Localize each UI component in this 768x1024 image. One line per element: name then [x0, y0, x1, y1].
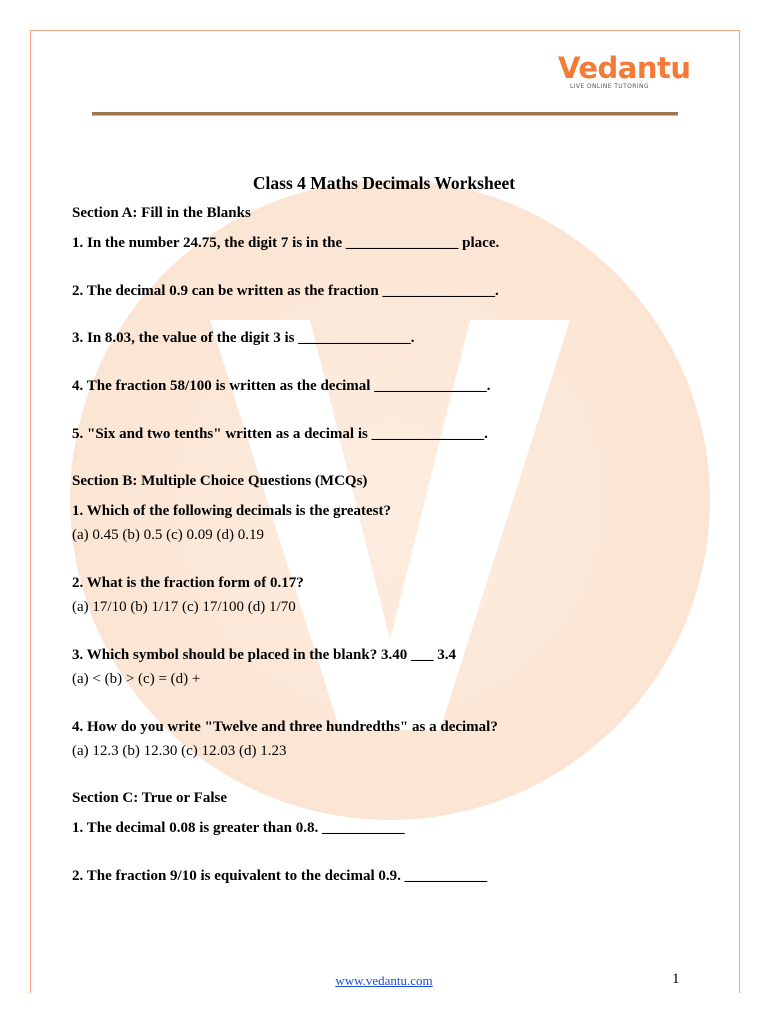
section-c-heading: Section C: True or False: [72, 790, 227, 806]
true-false-question: 2. The fraction 9/10 is equivalent to the decimal 0.9. ___________: [72, 868, 488, 884]
fill-blank-question: 3. In 8.03, the value of the digit 3 is _______________.: [72, 330, 415, 346]
section-a-heading: Section A: Fill in the Blanks: [72, 205, 251, 221]
logo-tagline: LIVE ONLINE TUTORING: [570, 83, 649, 90]
vedantu-logo[interactable]: [558, 51, 691, 96]
header-divider: [92, 112, 678, 116]
section-b-heading: Section B: Multiple Choice Questions (MCQs): [72, 473, 368, 489]
mcq-options: (a) 17/10 (b) 1/17 (c) 17/100 (d) 1/70: [72, 599, 296, 615]
mcq-options: (a) 12.3 (b) 12.30 (c) 12.03 (d) 1.23: [72, 743, 287, 759]
mcq-options: (a) < (b) > (c) = (d) +: [72, 671, 201, 687]
mcq-question: 3. Which symbol should be placed in the blank? 3.40 ___ 3.4: [72, 647, 456, 663]
mcq-options: (a) 0.45 (b) 0.5 (c) 0.09 (d) 0.19: [72, 527, 265, 543]
fill-blank-question: 5. "Six and two tenths" written as a decimal is _______________.: [72, 426, 488, 442]
footer-website-link[interactable]: www.vedantu.com: [335, 973, 433, 988]
worksheet-title: Class 4 Maths Decimals Worksheet: [252, 173, 516, 193]
fill-blank-question: 1. In the number 24.75, the digit 7 is in the _______________ place.: [72, 235, 500, 251]
page-number: 1: [672, 971, 680, 987]
logo-wordmark: Vedantu: [558, 51, 691, 85]
mcq-question: 4. How do you write "Twelve and three hundredths" as a decimal?: [72, 719, 498, 735]
fill-blank-question: 2. The decimal 0.9 can be written as the fraction _______________.: [72, 283, 499, 299]
fill-blank-question: 4. The fraction 58/100 is written as the decimal _______________.: [72, 378, 491, 394]
mcq-question: 1. Which of the following decimals is the greatest?: [72, 503, 392, 519]
mcq-question: 2. What is the fraction form of 0.17?: [72, 575, 304, 591]
true-false-question: 1. The decimal 0.08 is greater than 0.8. ___________: [72, 820, 405, 836]
